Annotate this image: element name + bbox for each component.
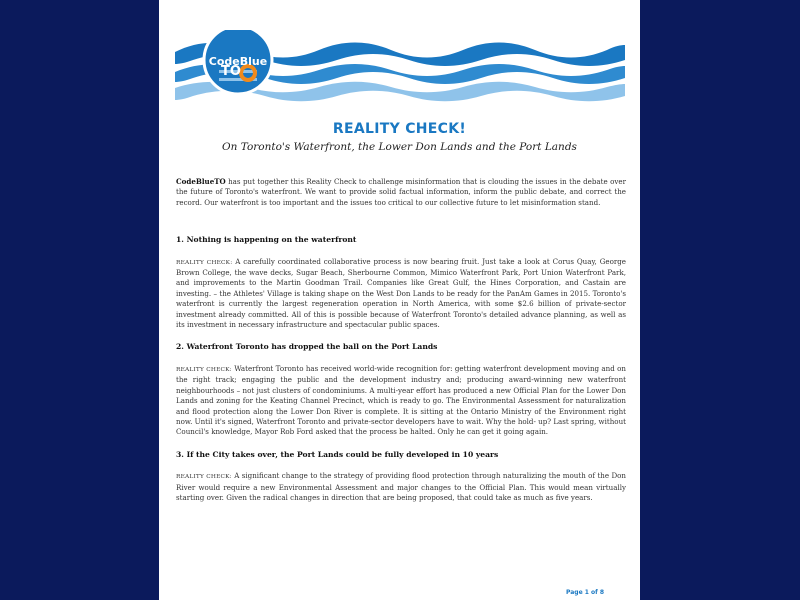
reality-check-label: REALITY CHECK: <box>176 259 233 266</box>
reality-check-label: REALITY CHECK: <box>176 474 232 481</box>
logo-name: CodeBlue <box>208 55 268 68</box>
title-block <box>159 121 640 153</box>
section-paragraph <box>176 471 626 503</box>
codeblue-logo-banner <box>159 30 640 105</box>
intro-brand: CodeBlueTO <box>176 177 226 186</box>
document-subtitle: On Toronto's Waterfront, the Lower Don Lands and the Port Lands <box>222 141 577 153</box>
section-paragraph <box>176 257 626 331</box>
section-text: A significant change to the strategy of providing flood protection through naturalizing the mouth of the Don River would require a new Environmental Assessment and major changes to the Official Plan. This would mean virtually starting over. Given the radical changes in direction that are being proposed, that could take as much as five years. <box>176 471 626 502</box>
reality-check-label: REALITY CHECK: <box>176 366 232 373</box>
intro-paragraph <box>176 177 626 208</box>
section-heading: 2. Waterfront Toronto has dropped the ball on the Port Lands <box>176 342 438 352</box>
logo-suffix: TO <box>221 64 241 79</box>
section-text: Waterfront Toronto has received world-wide recognition for: getting waterfront development moving and on the right track; engaging the public and the development industry and; producing award-winning new waterfront neighbourhoods – not just clusters of condominiums. A multi-year effort has produced a new Official Plan for the Lower Don Lands and zoning for the Keating Channel Precinct, which is ready to go. The Environmental Assessment for naturalization and flood protection along the Lower Don River is complete. It is sitting at the Ontario Ministry of the Environment right now. Until it's signed, Waterfront Toronto and private-sector developers have to wait. Why the hold- up? Last spring, without Council's knowledge, Mayor Rob Ford asked that the process be halted. Only he can get it going again. <box>176 363 627 437</box>
document-page <box>159 0 640 600</box>
document-body <box>176 177 626 515</box>
document-title: REALITY CHECK! <box>332 121 467 137</box>
section-paragraph <box>176 364 626 438</box>
intro-text: has put together this Reality Check to challenge misinformation that is clouding the issues in the debate over the future of Toronto's waterfront. We want to provide solid factual information, inform the public debate, and correct the record. Our waterfront is too important and the issues too critical to our collective future to let misinformation stand. <box>176 177 626 207</box>
section-text: A carefully coordinated collaborative process is now bearing fruit. Just take a look at Corus Quay, George Brown College, the wave decks, Sugar Beach, Sherbourne Common, Mimico Waterfront Park, Port Union Waterfront Park, and improvements to the Martin Goodman Trail. Companies like Great Gulf, the Hines Corporation, and Castain are investing. – the Athletes' Village is taking shape on the West Don Lands to be ready for the PanAm Games in 2015. Toronto's waterfront is currently the largest regeneration operation in North America, with some $2.6 billion of private-sector investment already committed. All of this is possible because of Waterfront Toronto's detailed advance planning, as well as its investment in necessary infrastructure and spectacular public spaces. <box>176 256 626 330</box>
page-number: Page 1 of 8 <box>566 589 604 596</box>
section-heading: 1. Nothing is happening on the waterfront <box>176 235 357 245</box>
section-heading: 3. If the City takes over, the Port Lands could be fully developed in 10 years <box>176 449 499 459</box>
